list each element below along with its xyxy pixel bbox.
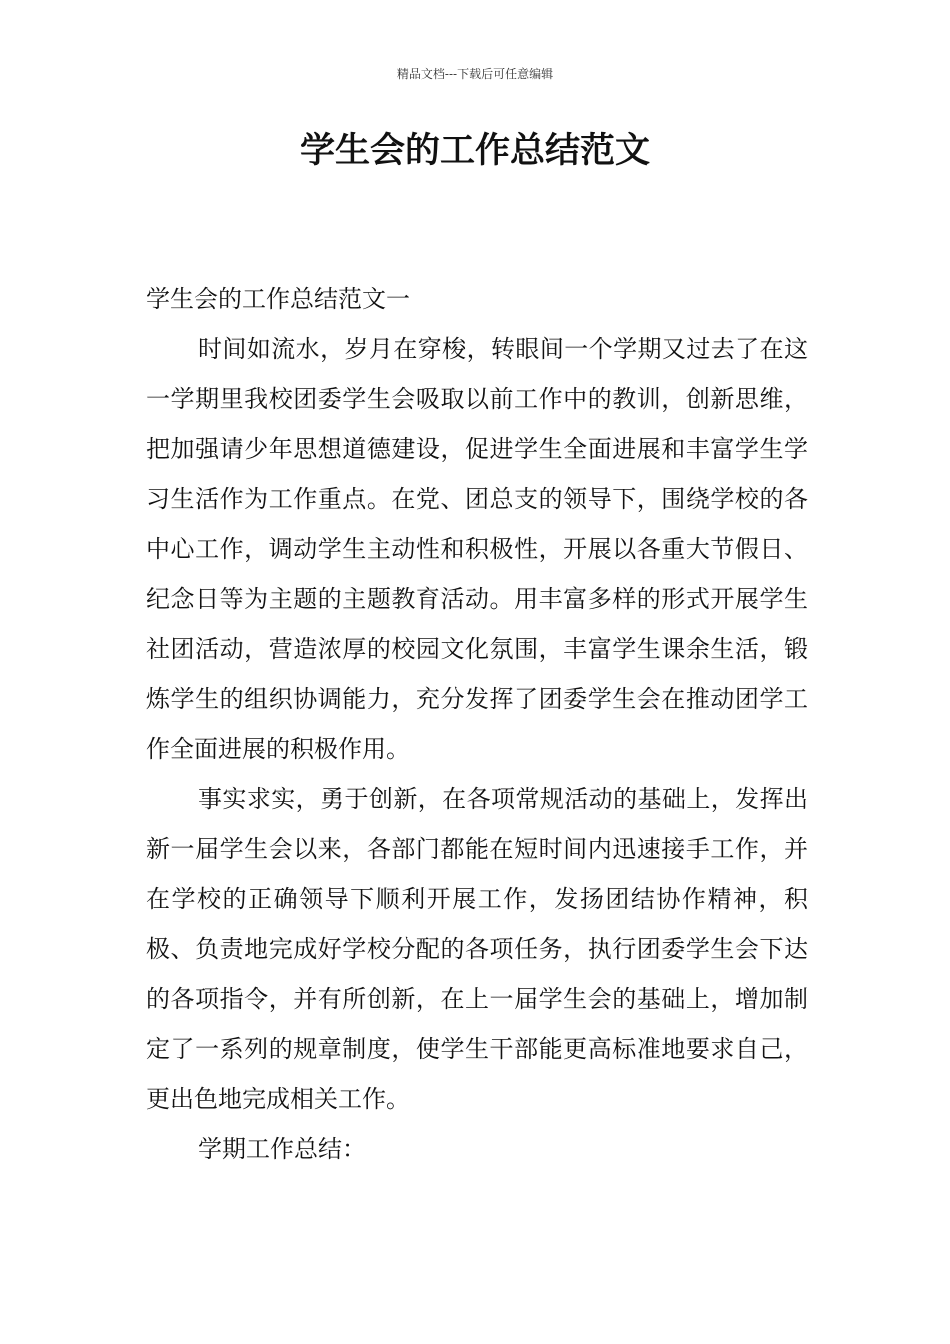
- header-note: 精品文档---下载后可任意编辑: [396, 67, 554, 81]
- paragraph-3: 学期工作总结：: [198, 1135, 366, 1163]
- paragraph-2: 事实求实，勇于创新，在各项常规活动的基础上，发挥出新一届学生会以来，各部门都能在短时间内迅速接手工作，并在学校的正确领导下顺利开展工作，发扬团结协作精神，积极、负责地完成好学校分配的各项任务，执行团委学生会下达的各项指令，并有所创新，在上一届学生会的基础上，增加制定了一系列的规章制度，使学生干部能更高标准地要求自己，更出色地完成相关工作。: [146, 785, 808, 1113]
- document-title: 学生会的工作总结范文: [299, 131, 650, 171]
- section-title: 学生会的工作总结范文一: [146, 285, 410, 313]
- paragraph-1: 时间如流水，岁月在穿梭，转眼间一个学期又过去了在这一学期里我校团委学生会吸取以前工作中的教训，创新思维，把加强请少年思想道德建设，促进学生全面进展和丰富学生学习生活作为工作重点。在党、团总支的领导下，围绕学校的各中心工作，调动学生主动性和积极性，开展以各重大节假日、纪念日等为主题的主题教育活动。用丰富多样的形式开展学生社团活动，营造浓厚的校园文化氛围，丰富学生课余生活，锻炼学生的组织协调能力，充分发挥了团委学生会在推动团学工作全面进展的积极作用。: [146, 335, 808, 763]
- document-body: [146, 274, 808, 1174]
